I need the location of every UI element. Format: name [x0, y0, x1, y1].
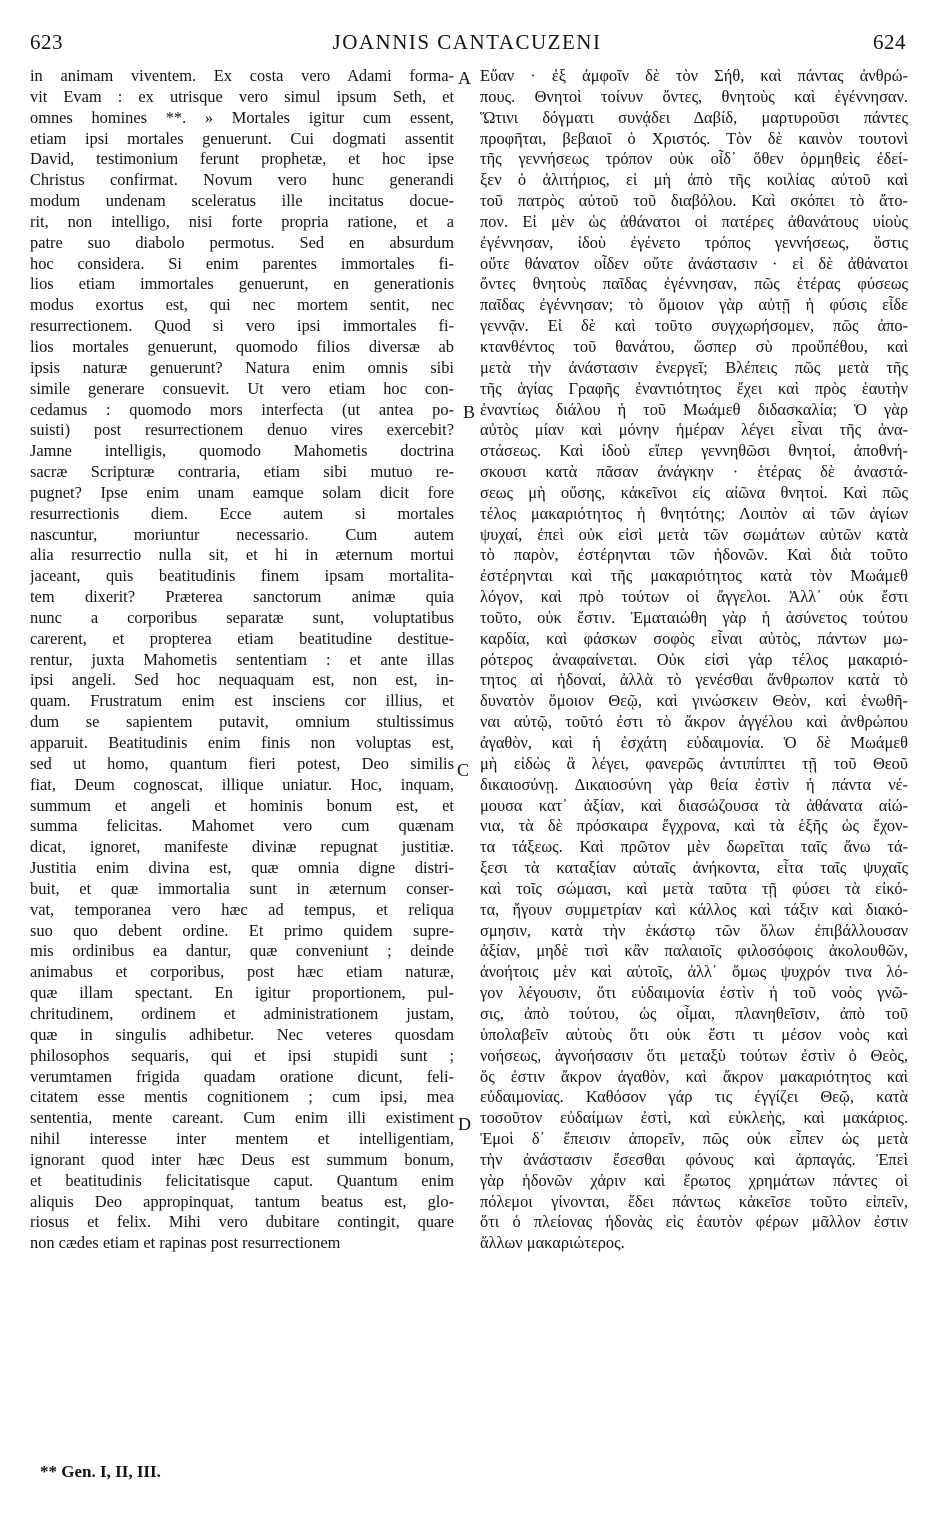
- latin-text-line: aliquis Deo appropinquat, tantum beatus est, glo-: [30, 1191, 454, 1211]
- latin-text-line: simile generare consuevit. Ut vero etiam hoc con-: [30, 378, 454, 398]
- greek-text-line: νια, τὰ δὲ πρόσκαιρα ἔγχρονα, καὶ τὰ ἑξῆς ὡς ἔχον-: [480, 816, 908, 836]
- latin-text-line: in animam viventem. Ex costa vero Adami forma-: [30, 66, 454, 85]
- latin-text-line: rit, non intelligo, nisi forte propria ratione, et a: [30, 211, 454, 231]
- page-number-left: 623: [30, 30, 63, 54]
- greek-text-line: οὔτε θάνατον οἶδεν οὔτε ἀνάστασιν · εἰ δὲ ἀθάνατοι: [480, 253, 908, 273]
- greek-text-line: ἐναντίως διάλου ἡ τοῦ Μωάμεθ διδασκαλία; Ὁ γὰρ: [480, 399, 908, 419]
- greek-text-line: γον λέγουσιν, ὅτι εὐδαιμονία ἐστὶν ἡ τοῦ νοὸς γνῶ-: [480, 983, 908, 1003]
- latin-text-line: nascuntur, moriuntur necessario. Cum autem: [30, 524, 454, 544]
- greek-text-line: αὐτὸς μίαν καὶ μόνην ἡμέραν λέγει εἶναι τῆς ἀνα-: [480, 420, 908, 440]
- latin-text-line: carerent, et propterea etiam beatitudine destitue-: [30, 628, 454, 648]
- greek-text-line: ἐστέρηνται καὶ τῆς μακαριότητος κατὰ τὸν Μωάμεθ: [480, 566, 908, 586]
- latin-text-line: dicat, ignoret, manifeste divinæ repugnat justitiæ.: [30, 837, 454, 857]
- greek-text-line: στάσεως. Καὶ ἰδοὺ εἴπερ γεννηθῶσι θνητοί, ἀποθνή-: [480, 441, 908, 461]
- latin-text-line: ignorant quod inter hæc Deus est summum bonum,: [30, 1149, 454, 1169]
- greek-text-line: ὑπολαβεῖν αὐτοὺς ὅτι οὐκ ἔστι τι μέσον νοὸς καὶ: [480, 1024, 908, 1044]
- latin-text-line: quæ in singulis adhibetur. Nec veteres quosdam: [30, 1024, 454, 1044]
- latin-text-line: ipsis naturæ genuerunt? Natura enim omnis sibi: [30, 357, 454, 377]
- latin-text-line: philosophos sequaris, qui et ipsi stupidi sunt ;: [30, 1045, 454, 1065]
- greek-text-line: μουσα κατ᾽ ἀξίαν, καὶ διασώζουσα τὰ ἀθάνατα αἰώ-: [480, 795, 908, 815]
- greek-text-line: τῆς ἁγίας Γραφῆς ἐναντιότητος ἔχει καὶ πρὸς ἑαυτὴν: [480, 378, 908, 398]
- latin-text-line: modus exortus est, qui nec mortem sentit, nec: [30, 295, 454, 315]
- greek-text-line: μετὰ τὴν ἀνάστασιν ἐνεργεῖ; Βλέπεις πῶς μετὰ τῆς: [480, 357, 908, 377]
- greek-text-line: πον. Εἰ μὲν ὡς ἀθάνατοι οἱ πατέρες ἀθανάτους υἱοὺς: [480, 211, 908, 231]
- greek-text-line: καρδία, καὶ φάσκων σοφὸς εἶναι αὐτὸς, πάντων μω-: [480, 628, 908, 648]
- greek-text-line: δυνατὸν ὅμοιον Θεῷ, καὶ γινώσκειν Θεὸν, καὶ ἑνωθῆ-: [480, 691, 908, 711]
- page-number-right: 624: [873, 30, 906, 54]
- latin-text-line: et beatitudinis felicitatisque caput. Quantum enim: [30, 1170, 454, 1190]
- latin-text-line: David, testimonium ferunt prophetæ, et hoc ipse: [30, 149, 454, 169]
- latin-text-line: sententia, mente careant. Cum enim illi existiment: [30, 1108, 454, 1128]
- greek-text-line: παῖδας ἐγέννησαν; τὸ ὅμοιον γὰρ αὐτῇ ἡ φύσις εἶδε: [480, 295, 908, 315]
- greek-text-line: Ἐμοὶ δ᾽ ἔπεισιν ἀπορεῖν, πῶς οὐκ εἶπεν ὡς μετὰ: [480, 1129, 908, 1149]
- latin-text-line: resurrectionem. Quod si vero ipsi immortales fi-: [30, 316, 454, 336]
- latin-text-line: summum et angeli et hominis bonum est, et: [30, 795, 454, 815]
- latin-text-line: etiam ipsi mortales genuerunt. Cui dogmati assentit: [30, 128, 454, 148]
- greek-text-line: μὴ εἰδὼς ἃ λέγει, φανερῶς ἀντιπίπτει τῇ τοῦ Θεοῦ: [480, 753, 908, 773]
- greek-text-line: τὴν ἀνάστασιν ἔσεσθαι φόνους καὶ ἁρπαγάς. Ἐπεὶ: [480, 1149, 908, 1169]
- greek-text-line: ἀγαθὸν, καὶ ἡ ἐσχάτη εὐδαιμονία. Ὁ δὲ Μωάμεθ: [480, 733, 908, 752]
- greek-text-line: νοήσεως, ἀγνοήσασιν ὅτι μεταξὺ τούτων ἐστὶν ὁ Θεὸς,: [480, 1045, 908, 1065]
- greek-text-line: τοῦτο, οὐκ ἔστιν. Ἐματαιώθη γὰρ ἡ ἀσύνετος τούτου: [480, 607, 908, 627]
- latin-text-line: dum se sapientem putavit, omnium stultissimus: [30, 712, 454, 732]
- latin-text-line: verumtamen frigida quadam oratione dicunt, feli-: [30, 1066, 454, 1086]
- greek-text-line: ὅτι ὁ πλείονας ἡδονὰς εἰς ἑαυτὸν φέρων μᾶλλον ἐστιν: [480, 1212, 908, 1232]
- latin-text-line: fiat, Deum cognoscat, illique uniatur. Hoc, inquam,: [30, 774, 454, 794]
- latin-text-line: hoc considera. Si enim parentes immortales fi-: [30, 253, 454, 273]
- greek-text-line: ρότερος ἀναφαίνεται. Οὐκ εἰσὶ γὰρ τέλος μακαριό-: [480, 649, 908, 669]
- greek-text-line: ἀξίαν, μηδὲ τισὶ κἂν παλαιοῖς φιλοσόφοις ἀκολουθῶν,: [480, 941, 908, 961]
- greek-text-line: ξεν ὁ ἀλιτήριος, εἰ μὴ ἀπὸ τῆς κοιλίας αὐτοῦ καὶ: [480, 170, 908, 190]
- section-marker-a: A: [458, 68, 471, 88]
- latin-column: [30, 66, 454, 1254]
- greek-text-line: λόγον, καὶ πρὸ τούτων οἱ ἄγγελοι. Ἀλλ᾽ οὐκ ἔστι: [480, 587, 908, 607]
- greek-text-line: Ὥτινι δόγματι συνᾴδει Δαβίδ, μαρτυροῦσι πάντες: [480, 107, 908, 127]
- greek-text-line: κτανθέντος τοῦ θανάτου, ὥσπερ σὺ προὔπέθου, καὶ: [480, 336, 908, 356]
- greek-text-line: προφῆται, βεβαιοῖ ὁ Χριστός. Τὸν δὲ καινὸν τουτονὶ: [480, 128, 908, 148]
- greek-text-line: ἀνοήτοις μὲν καὶ αὐτοῖς, ἀλλ᾽ ὅμως ψυχρόν τινα λό-: [480, 962, 908, 982]
- latin-text-line: lios mortales genuerunt, quomodo filios diversæ ab: [30, 336, 454, 356]
- latin-text-line: non cædes etiam et rapinas post resurrectionem: [30, 1233, 341, 1253]
- latin-text-line: Jamne intelligis, quomodo Mahometis doctrina: [30, 441, 454, 461]
- latin-text-line: ipsi angeli. Sed hoc nequaquam est, non est, in-: [30, 670, 454, 690]
- latin-text-line: sacræ Scripturæ contraria, etiam sibi mutuo re-: [30, 462, 454, 482]
- latin-text-line: jaceant, quis beatitudinis finem ipsam mortalita-: [30, 566, 454, 586]
- section-marker-d: D: [458, 1114, 471, 1134]
- greek-text-line: ναι αὐτῷ, τοῦτό ἐστι τὸ ἄκρον ἀγγέλου καὶ ἀνθρώπου: [480, 712, 908, 732]
- greek-text-line: ὅς ἐστιν ἄκρον ἀγαθὸν, καὶ ἄκρον μακαριότητος καὶ: [480, 1066, 908, 1086]
- greek-text-line: πους. Θνητοὶ τοίνυν ὄντες, θνητοὺς καὶ ἐγέννησαν.: [480, 86, 908, 106]
- running-header: [0, 30, 934, 60]
- greek-text-line: πόλεμοι γίνονται, ἔδει πάντως κἀκεῖσε τοῦτο εἰπεῖν,: [480, 1191, 908, 1211]
- greek-text-line: τοσοῦτον εὐδαίμων ἐστὶ, καὶ εὐκλεὴς, καὶ μακάριος.: [480, 1108, 908, 1128]
- greek-text-line: τέλος μακαριότητος ἡ θνητότης; Λοιπὸν αἱ τῶν ἁγίων: [480, 503, 908, 523]
- greek-text-line: εὐδαιμονίας. Καθόσον γάρ τις ἐγγίζει Θεῷ, κατὰ: [480, 1087, 908, 1107]
- greek-text-line: καὶ τοῖς σώμασι, καὶ μετὰ ταῦτα τῇ φύσει τὰ εἰκό-: [480, 878, 908, 898]
- latin-text-line: sed ut homo, quantum fieri potest, Deo similis: [30, 753, 454, 773]
- greek-text-line: τὸ παρὸν, ἐστέρηνται τῶν ἡδονῶν. Καὶ διὰ τοῦτο: [480, 545, 908, 565]
- latin-text-line: quæ illam spectant. En igitur proportionem, pul-: [30, 983, 454, 1003]
- latin-text-line: resurrectionis diem. Ecce autem si mortales: [30, 503, 454, 523]
- greek-text-line: ἄλλων μακαριώτερος.: [480, 1233, 625, 1253]
- latin-text-line: suisti) post resurrectionem denuo vires exercebit?: [30, 420, 454, 440]
- latin-text-line: patre suo diabolo permotus. Sed en absurdum: [30, 232, 454, 252]
- greek-text-line: σκουσι κατὰ πᾶσαν ἀνάγκην · ἑτέρας δὲ ἀναστά-: [480, 462, 908, 482]
- latin-text-line: riosus et felix. Mihi vero dubitare contingit, quare: [30, 1212, 454, 1232]
- greek-text-line: γεννᾷν. Εἰ δὲ καὶ τοῦτο συγχωρήσομεν, πῶς ἀπο-: [480, 316, 908, 336]
- running-title: JOANNIS CANTACUZENI: [332, 30, 602, 54]
- greek-text-line: τητος αἱ ἡδοναί, ἀλλὰ τὸ γενέσθαι ἄνθρωπον κατὰ τὸ: [480, 670, 908, 690]
- greek-text-line: σμησιν, κατὰ τὴν ἑκάστῳ τῶν ὅλων ἐπιβάλλουσαν: [480, 920, 908, 940]
- latin-text-line: suo quo debent ordine. Et primo quidem supre-: [30, 920, 454, 940]
- greek-text-line: τα τάξεως. Καὶ πρῶτον μὲν δωρεῖται ταῖς ἄνω τά-: [480, 837, 908, 857]
- latin-text-line: nunc a corporibus separatæ sunt, voluptatibus: [30, 607, 454, 627]
- latin-text-line: modum undenam sceleratus ille incitatus docue-: [30, 191, 454, 211]
- latin-text-line: quam. Frustratum enim est insciens cor illius, et: [30, 691, 454, 711]
- greek-text-line: τοῦ πατρὸς αὐτοῦ τοῦ διαβόλου. Καὶ σκόπει τὸ ἄτο-: [480, 191, 908, 211]
- greek-text-line: ξεσι τὰ καταξίαν αὐταῖς ἀνήκοντα, εἶτα ταῖς ψυχαῖς: [480, 858, 908, 878]
- latin-text-line: vat, temporanea vero hæc ad tempus, et reliqua: [30, 899, 454, 919]
- latin-text-line: nihil interesse inter mentem et intelligentiam,: [30, 1129, 454, 1149]
- latin-text-line: summa felicitas. Mahomet vero cum quænam: [30, 816, 454, 836]
- latin-text-line: alia resurrectio nulla sit, et hi in æternum mortui: [30, 545, 454, 565]
- latin-text-line: mis ordinibus ea dantur, quæ conveniunt ; deinde: [30, 941, 454, 961]
- greek-text-line: τα, ἤγουν συμμετρίαν καὶ κάλλος καὶ τάξιν καὶ διακό-: [480, 899, 908, 919]
- latin-text-line: Christus confirmat. Novum vero hunc generandi: [30, 170, 454, 190]
- latin-text-line: vit Evam : ex utrisque vero simul ipsum Seth, et: [30, 86, 454, 106]
- latin-text-line: pugnet? Ipse enim unam eamque solam dicit fore: [30, 482, 454, 502]
- greek-text-line: σεως μὴ οὔσης, κἀκεῖνοι εἰς αἰῶνα θνητοί. Καὶ πῶς: [480, 482, 908, 502]
- greek-text-line: Εὔαν · ἐξ ἀμφοῖν δὲ τὸν Σήθ, καὶ πάντας ἀνθρώ-: [480, 66, 908, 85]
- latin-text-line: Justitia enim divina est, quæ omnia digne distri-: [30, 858, 454, 878]
- latin-text-line: apparuit. Beatitudinis enim finis non voluptas est,: [30, 733, 454, 752]
- greek-text-line: γὰρ ἡδονῶν χάριν καὶ ἔρωτος χρημάτων πάντες οἱ: [480, 1170, 908, 1190]
- section-marker-b: B: [463, 402, 476, 422]
- greek-text-line: ἐγέννησαν, ἰδοὺ ἐγένετο τρόπος γεννήσεως, ὅστις: [480, 232, 908, 252]
- latin-text-line: citatem esse mentis cognitionem ; cum ipsi, mea: [30, 1087, 454, 1107]
- latin-text-line: lios etiam immortales genuerunt, en generationis: [30, 274, 454, 294]
- greek-text-line: τῆς γεννήσεως τρόπον οὐκ οἶδ᾽ ὅθεν ὁρμηθεὶς ἐδεί-: [480, 149, 908, 169]
- latin-text-line: rentur, juxta Mahometis sententiam : et ante illas: [30, 649, 454, 669]
- latin-text-line: tem dixerit? Præterea sanctorum animæ quia: [30, 587, 454, 607]
- greek-column: [480, 66, 908, 1254]
- section-marker-c: C: [457, 760, 470, 780]
- latin-text-line: buit, et quæ immortalia sunt in æternum conser-: [30, 878, 454, 898]
- greek-text-line: σις, ἀπὸ τούτου, ὡς οἶμαι, πλανηθεῖσιν, ἀπὸ τοῦ: [480, 1003, 908, 1023]
- latin-text-line: chritudinem, ordinem et administrationem justam,: [30, 1003, 454, 1023]
- greek-text-line: ὄντες θνητοὺς παῖδας ἐγέννησαν, πῶς ἑτέρας φύσεως: [480, 274, 908, 294]
- latin-text-line: cedamus : quomodo mors interfecta (ut antea po-: [30, 399, 454, 419]
- greek-text-line: ψυχαί, ἐπεὶ οὐκ εἰσὶ μετὰ τῶν σωμάτων αὐτῶν κατὰ: [480, 524, 908, 544]
- latin-text-line: animabus et corporibus, post hæc etiam naturæ,: [30, 962, 454, 982]
- latin-text-line: omnes homines **. » Mortales igitur cum essent,: [30, 107, 454, 127]
- footnote: ** Gen. I, II, III.: [40, 1462, 161, 1481]
- greek-text-line: δικαιοσύνῃ. Δικαιοσύνη γὰρ θεία ἐστὶν ἡ πάντα νέ-: [480, 774, 908, 794]
